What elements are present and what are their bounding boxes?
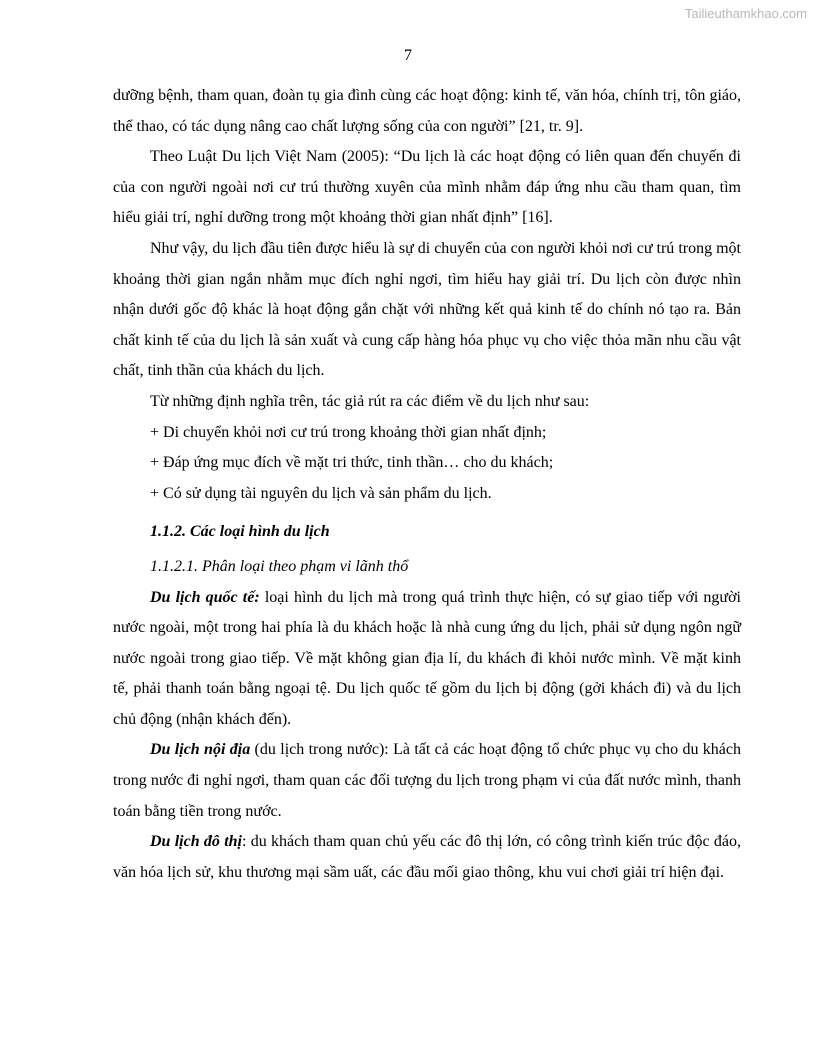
paragraph-urban-tourism (113, 827, 741, 888)
definition-urban: : du khách tham quan chủ yếu các đô thị lớn, có công trình kiến trúc độc đáo, văn hóa lịch sử, khu thương mại sầm uất, các đầu mối giao thông, khu vui chơi giải trí hiện đại. (113, 833, 741, 881)
subsection-heading: 1.1.2.1. Phân loại theo phạm vi lãnh thổ (150, 557, 409, 575)
watermark: Tailieuthamkhao.com (684, 6, 807, 21)
paragraph-continuation: dưỡng bệnh, tham quan, đoàn tụ gia đình cùng các hoạt động: kinh tế, văn hóa, chính trị, tôn giáo, thể thao, có tác dụng nâng cao chất lượng sống của con người” [21, tr. 9]. (113, 87, 741, 135)
bullet-point: + Đáp ứng mục đích về mặt tri thức, tinh thần… cho du khách; (150, 454, 554, 472)
paragraph-domestic-tourism (113, 735, 741, 827)
document-body (113, 81, 741, 888)
term-domestic: Du lịch nội địa (150, 741, 251, 759)
paragraph-international-tourism (113, 583, 741, 736)
definition-domestic: (du lịch trong nước): Là tất cả các hoạt động tổ chức phục vụ cho du khách trong nước đi nghỉ ngơi, tham quan các đối tượng du lịch trong phạm vi của đất nước mình, thanh toán bằng tiền trong nước. (113, 741, 741, 820)
paragraph-intro-points: Từ những định nghĩa trên, tác giả rút ra các điểm về du lịch như sau: (150, 392, 590, 410)
bullet-point: + Di chuyển khỏi nơi cư trú trong khoảng thời gian nhất định; (150, 423, 547, 441)
section-heading: 1.1.2. Các loại hình du lịch (150, 523, 330, 541)
term-urban: Du lịch đô thị (150, 833, 242, 851)
page-number: 7 (404, 47, 412, 64)
definition-international: loại hình du lịch mà trong quá trình thực hiện, có sự giao tiếp với người nước ngoài, một trong hai phía là du khách hoặc là nhà cung ứng du lịch, phải sử dụng ngôn ngữ nước ngoài trong giao tiếp. Về mặt không gian địa lí, du khách đi khỏi nước mình. Về mặt kinh tế, phải thanh toán bằng ngoại tệ. Du lịch quốc tế gồm du lịch bị động (gởi khách đi) và du lịch chủ động (nhận khách đến). (113, 588, 742, 728)
term-international: Du lịch quốc tế: (150, 588, 260, 606)
paragraph-summary: Như vậy, du lịch đầu tiên được hiểu là sự di chuyển của con người khỏi nơi cư trú trong một khoảng thời gian ngắn nhằm mục đích nghỉ ngơi, tìm hiểu hay giải trí. Du lịch còn được nhìn nhận dưới gốc độ khác là hoạt động gắn chặt với những kết quả kinh tế do chính nó tạo ra. Bản chất kinh tế của du lịch là sản xuất và cung cấp hàng hóa phục vụ cho việc thỏa mãn nhu cầu vật chất, tinh thần của khách du lịch. (113, 239, 741, 380)
paragraph-law-definition: Theo Luật Du lịch Việt Nam (2005): “Du lịch là các hoạt động có liên quan đến chuyến đi của con người ngoài nơi cư trú thường xuyên của mình nhằm đáp ứng nhu cầu tham quan, tìm hiểu giải trí, nghỉ dưỡng trong một khoảng thời gian nhất định” [16]. (113, 148, 741, 227)
bullet-point: + Có sử dụng tài nguyên du lịch và sản phẩm du lịch. (150, 484, 492, 502)
